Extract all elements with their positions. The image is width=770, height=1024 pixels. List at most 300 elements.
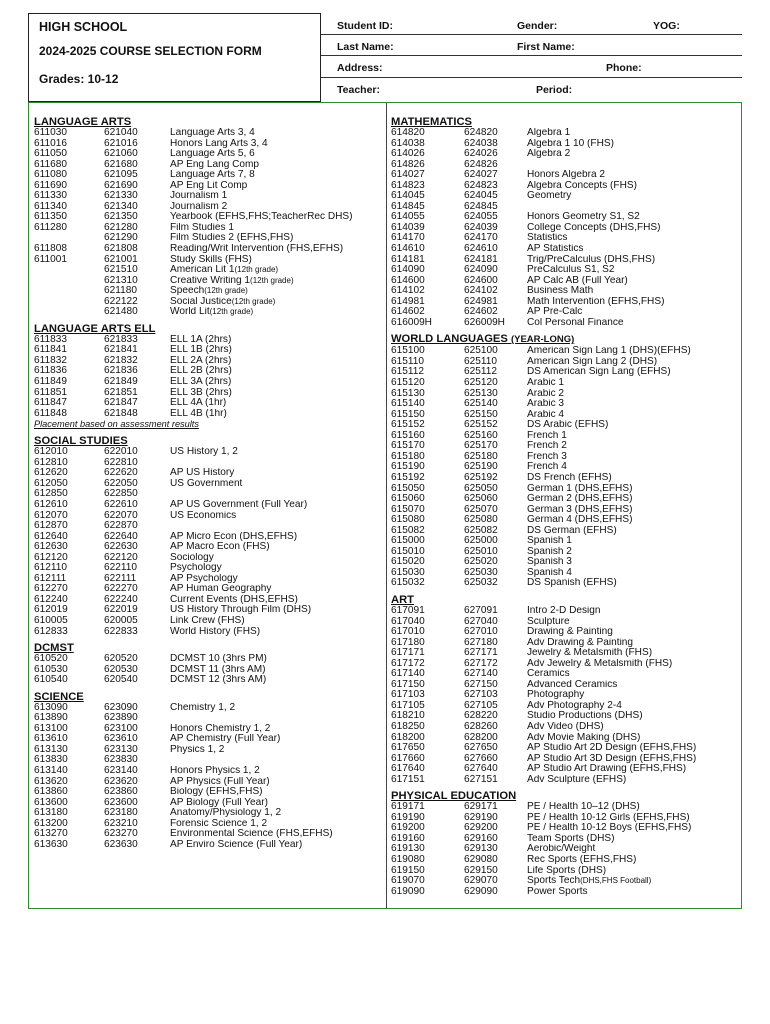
course-row [391, 855, 741, 866]
course-name: Intro 2-D Design [527, 605, 601, 616]
course-code-s1: 613630 [34, 838, 68, 850]
course-code-s1: 614090 [391, 264, 425, 276]
course-code-s2: 621290 [104, 232, 138, 244]
course-row [34, 574, 384, 585]
course-row [391, 484, 741, 495]
course-code-s2: 621001 [104, 253, 138, 265]
course-name [170, 521, 384, 532]
course-row [34, 160, 384, 171]
course-row [34, 563, 384, 574]
course-row [34, 297, 384, 308]
course-row [34, 286, 384, 297]
course-row [34, 553, 384, 564]
course-code-s1: 617040 [391, 615, 425, 627]
course-name: Trig/PreCalculus (DHS,FHS) [527, 254, 656, 265]
course-name: Team Sports (DHS) [527, 833, 615, 844]
course-row [34, 223, 384, 234]
course-row [391, 410, 741, 421]
course-row [34, 500, 384, 511]
course-name: AP Studio Art 3D Design (EFHS,FHS) [527, 753, 697, 764]
course-row [34, 829, 384, 840]
course-code-s2: 625030 [464, 566, 498, 578]
course-code-s1: 614039 [391, 221, 425, 233]
course-code-s1: 611847 [34, 397, 67, 409]
course-code-s2: 627010 [464, 626, 498, 638]
course-row [391, 420, 741, 431]
divider [321, 55, 742, 56]
course-code-s2: 624600 [464, 274, 498, 286]
course-code-s2: 623860 [104, 786, 138, 798]
period-label: Period: [536, 84, 573, 96]
course-code-s1: 615152 [391, 419, 425, 431]
course-name: Reading/Writ Intervention (FHS,EFHS) [170, 244, 344, 255]
course-code-s1: 614981 [391, 295, 425, 307]
course-row [34, 212, 384, 223]
course-name [170, 713, 384, 724]
course-code-s2: 623890 [104, 712, 138, 724]
course-name: Spanish 1 [527, 536, 572, 547]
course-name: German 2 (DHS,EFHS) [527, 494, 633, 505]
course-row [391, 191, 741, 202]
course-code-s1 [34, 276, 104, 287]
course-row [34, 819, 384, 830]
course-row [391, 722, 741, 733]
course-row [34, 181, 384, 192]
course-code-s2: 621849 [104, 376, 138, 388]
course-row [34, 511, 384, 522]
phone-label: Phone: [606, 62, 642, 74]
course-row [34, 724, 384, 735]
course-name: PE / Health 10-12 Girls (EFHS,FHS) [527, 812, 690, 823]
form-title: 2024-2025 COURSE SELECTION FORM [39, 44, 262, 58]
course-code-s1: 611690 [34, 179, 67, 191]
course-row [34, 798, 384, 809]
course-code-s1: 617140 [391, 668, 425, 680]
course-name: DS German (EFHS) [527, 525, 617, 536]
course-code-s1: 615140 [391, 398, 425, 410]
course-code-s2: 629070 [464, 875, 498, 887]
course-code-s2: 622610 [104, 498, 138, 510]
course-code-s2: 624602 [464, 306, 498, 318]
course-selection-form [28, 13, 742, 909]
course-code-s1: 616009H [391, 316, 432, 328]
section-title-dcmst [34, 642, 384, 654]
course-row [34, 665, 384, 676]
course-name: ELL 2A (2hrs) [170, 355, 232, 366]
course-code-s1: 611808 [34, 243, 67, 255]
course-name: Studio Productions (DHS) [527, 711, 643, 722]
course-name: AP Physics (Full Year) [170, 776, 270, 787]
course-name: Aerobic/Weight [527, 844, 596, 855]
course-name: AP Psychology [170, 573, 238, 584]
course-name: Geometry [527, 191, 572, 202]
course-name: Sports Tech [527, 876, 581, 887]
course-code-s2: 625152 [464, 419, 498, 431]
course-name [170, 458, 384, 469]
section-title-language-arts-ell [34, 323, 384, 335]
course-row [391, 802, 741, 813]
course-name: Advanced Ceramics [527, 679, 618, 690]
course-row [391, 638, 741, 649]
course-row [391, 452, 741, 463]
course-name: AP Chemistry (Full Year) [170, 734, 281, 745]
course-code-s1 [34, 307, 104, 318]
course-grade-note: (12th grade) [234, 265, 279, 275]
course-name: ELL 2B (2hrs) [170, 366, 232, 377]
course-code-s1: 611851 [34, 386, 67, 398]
course-code-s1: 618200 [391, 731, 425, 743]
course-code-s1: 617660 [391, 752, 425, 764]
course-name: Spanish 2 [527, 546, 572, 557]
course-code-s1: 617105 [391, 699, 425, 711]
course-code-s1: 610520 [34, 653, 68, 665]
course-code-s1: 612070 [34, 509, 68, 521]
section-title-language-arts [34, 116, 384, 128]
course-code-s1: 617091 [391, 604, 425, 616]
course-row [391, 255, 741, 266]
course-code-s2: 625000 [464, 535, 498, 547]
course-code-s1: 615060 [391, 493, 425, 505]
course-name: ELL 4B (1hr) [170, 408, 227, 419]
course-code-s2: 624039 [464, 221, 498, 233]
course-code-s1: 615190 [391, 461, 425, 473]
course-code-s1: 615160 [391, 429, 425, 441]
course-name: Math Intervention (EFHS,FHS) [527, 296, 665, 307]
course-row [34, 489, 384, 500]
course-row [391, 462, 741, 473]
course-row [34, 627, 384, 638]
course-name: Algebra Concepts (FHS) [527, 180, 637, 191]
course-name: College Concepts (DHS,FHS) [527, 222, 661, 233]
course-row [391, 823, 741, 834]
course-code-s1 [34, 265, 104, 276]
course-code-s1: 612850 [34, 488, 68, 500]
course-code-s1: 612620 [34, 467, 68, 479]
course-code-s2: 623100 [104, 722, 138, 734]
course-name: Ceramics [527, 669, 570, 680]
section-title-text: ART [391, 593, 414, 606]
course-code-s1: 615080 [391, 514, 425, 526]
placement-note: Placement based on assessment results [34, 419, 199, 430]
course-row [391, 775, 741, 786]
course-code-s1: 612120 [34, 551, 68, 563]
course-row [34, 255, 384, 266]
course-row [391, 357, 741, 368]
course-code-s1: 614026 [391, 148, 425, 160]
course-code-s2: 629190 [464, 811, 498, 823]
course-code-s2: 624045 [464, 190, 498, 202]
course-row [34, 595, 384, 606]
course-code-s2: 622270 [104, 583, 138, 595]
course-name: ELL 1B (2hrs) [170, 345, 232, 356]
course-row [34, 703, 384, 714]
course-name: ELL 3B (2hrs) [170, 387, 232, 398]
course-code-s2: 621040 [104, 127, 138, 138]
course-code-s2: 627180 [464, 636, 498, 648]
course-code-s2: 621095 [104, 169, 138, 181]
section-title-physical-education [391, 790, 741, 802]
course-row [34, 468, 384, 479]
course-code-s2: 624090 [464, 264, 498, 276]
course-code-s1: 613600 [34, 796, 68, 808]
course-name: Arabic 2 [527, 388, 565, 399]
course-code-s2: 621350 [104, 211, 138, 223]
course-name: AP US History [170, 468, 235, 479]
course-name: Film Studies 2 (EFHS,FHS) [170, 233, 294, 244]
course-code-s2: 624170 [464, 232, 498, 244]
course-row [34, 276, 384, 287]
course-code-s2: 625120 [464, 377, 498, 389]
course-row [391, 276, 741, 287]
course-code-s1: 613890 [34, 712, 68, 724]
course-code-s1: 611848 [34, 407, 67, 419]
course-name: Jewelry & Metalsmith (FHS) [527, 648, 653, 659]
course-code-s2: 623180 [104, 807, 138, 819]
course-code-s1: 614600 [391, 274, 425, 286]
course-name: Journalism 1 [170, 191, 228, 202]
course-name: German 4 (DHS,EFHS) [527, 515, 633, 526]
course-code-s1: 619150 [391, 864, 425, 876]
course-code-s1: 617151 [391, 773, 425, 785]
course-code-s2: 625060 [464, 493, 498, 505]
course-name: World Lit [170, 307, 210, 318]
course-row [391, 526, 741, 537]
course-row [391, 711, 741, 722]
course-code-s1: 611280 [34, 221, 67, 233]
course-code-s1: 611030 [34, 127, 67, 138]
course-row [391, 669, 741, 680]
course-code-s1: 612810 [34, 456, 68, 468]
course-row [34, 307, 384, 318]
course-code-s1: 612050 [34, 477, 68, 489]
course-code-s1: 617010 [391, 626, 425, 638]
course-code-s1: 615100 [391, 345, 425, 357]
course-row [34, 542, 384, 553]
course-code-s1: 614045 [391, 190, 425, 202]
course-code-s2: 621510 [104, 264, 138, 276]
course-name: Spanish 3 [527, 557, 572, 568]
course-name: US Government [170, 478, 243, 489]
course-code-s2: 625080 [464, 514, 498, 526]
course-code-s1: 612110 [34, 562, 67, 574]
course-name: Arabic 1 [527, 378, 565, 389]
course-name: Power Sports [527, 886, 588, 897]
course-code-s1: 612870 [34, 520, 68, 532]
course-code-s2: 621340 [104, 200, 138, 212]
course-code-s1: 619080 [391, 854, 425, 865]
course-name: Adv Photography 2-4 [527, 700, 622, 711]
course-name: PreCalculus S1, S2 [527, 265, 615, 276]
course-code-s2: 622010 [104, 446, 138, 458]
course-name: DS Arabic (EFHS) [527, 420, 609, 431]
course-code-s1: 614602 [391, 306, 425, 318]
course-code-s2: 624026 [464, 148, 498, 160]
course-name: DS American Sign Lang (EFHS) [527, 367, 671, 378]
course-row [391, 515, 741, 526]
course-name: Spanish 4 [527, 567, 572, 578]
section-title-text: LANGUAGE ARTS [34, 116, 132, 128]
course-row [391, 733, 741, 744]
course-code-s2: 622630 [104, 541, 138, 553]
section-title-social-studies [34, 435, 384, 447]
course-code-s2: 621310 [104, 274, 138, 286]
course-code-s1: 613830 [34, 754, 68, 766]
course-code-s1: 611350 [34, 211, 67, 223]
course-row [34, 139, 384, 150]
course-code-s2: 625170 [464, 440, 498, 452]
course-row [34, 409, 384, 420]
course-code-s2: 629200 [464, 822, 498, 834]
course-name: Honors Physics 1, 2 [170, 765, 260, 776]
yog-label: YOG: [653, 20, 680, 32]
course-row [34, 766, 384, 777]
course-code-s1: 614055 [391, 211, 425, 223]
course-code-s2: 621851 [104, 386, 138, 398]
course-row [34, 244, 384, 255]
course-code-s2: 625082 [464, 524, 498, 536]
course-code-s2: 625070 [464, 503, 498, 515]
course-code-s2: 624981 [464, 295, 498, 307]
course-name: Journalism 2 [170, 201, 228, 212]
course-name: Sculpture [527, 616, 570, 627]
course-row [34, 149, 384, 160]
teacher-label: Teacher: [337, 84, 380, 96]
last-name-label: Last Name: [337, 41, 394, 53]
course-code-s1: 619090 [391, 885, 425, 897]
course-row [391, 431, 741, 442]
section-title-world-languages [391, 333, 741, 346]
course-row [34, 356, 384, 367]
course-name: AP Eng Lang Comp [170, 159, 260, 170]
course-code-s1: 611330 [34, 190, 67, 202]
course-row [34, 616, 384, 627]
course-row [391, 690, 741, 701]
course-code-s2: 622120 [104, 551, 138, 563]
course-row [391, 494, 741, 505]
course-code-s1: 615030 [391, 566, 425, 578]
course-name: Honors Lang Arts 3, 4 [170, 138, 268, 149]
course-code-s1: 612111 [34, 572, 67, 584]
course-code-s2: 624102 [464, 285, 498, 297]
course-row [391, 441, 741, 452]
course-row [391, 346, 741, 357]
course-code-s2: 623140 [104, 764, 138, 776]
course-name: US History Through Film (DHS) [170, 605, 312, 616]
course-code-s2: 629090 [464, 885, 498, 897]
course-code-s1: 613860 [34, 786, 68, 798]
course-code-s2: 622810 [104, 456, 138, 468]
course-code-s2: 629150 [464, 864, 498, 876]
course-row [34, 447, 384, 458]
course-row [34, 755, 384, 766]
course-row [391, 149, 741, 160]
course-name: Drawing & Painting [527, 627, 613, 638]
course-code-s1: 617171 [391, 647, 425, 659]
section-title-science [34, 691, 384, 703]
course-code-s2: 624610 [464, 243, 498, 255]
course-code-s2: 625110 [464, 355, 497, 367]
course-code-s1: 614170 [391, 232, 425, 244]
course-code-s2: 621680 [104, 158, 138, 170]
column-divider [386, 103, 387, 908]
course-name: German 1 (DHS,EFHS) [527, 483, 633, 494]
course-name: Language Arts 5, 6 [170, 149, 255, 160]
course-name: Link Crew (FHS) [170, 615, 245, 626]
course-name [170, 755, 384, 766]
course-row [34, 128, 384, 139]
course-code-s2: 627103 [464, 689, 498, 701]
course-code-s1: 617103 [391, 689, 425, 701]
course-row [391, 297, 741, 308]
course-code-s2: 628260 [464, 720, 498, 732]
section-title-text: MATHEMATICS [391, 116, 472, 128]
course-name: DCMST 12 (3hrs AM) [170, 675, 267, 686]
address-label: Address: [337, 62, 383, 74]
course-code-s2: 625100 [464, 345, 498, 357]
course-code-s2: 627650 [464, 742, 498, 754]
course-code-s2: 623600 [104, 796, 138, 808]
course-code-s2: 624055 [464, 211, 498, 223]
course-code-s1: 614610 [391, 243, 425, 255]
course-row [34, 479, 384, 490]
course-name: American Sign Lang 2 (DHS) [527, 356, 658, 367]
course-name [527, 202, 741, 213]
course-row [391, 233, 741, 244]
course-row [391, 128, 741, 139]
course-code-s1: 611849 [34, 376, 67, 388]
course-code-s1: 619160 [391, 832, 425, 844]
course-row [391, 754, 741, 765]
course-code-s2: 621848 [104, 407, 138, 419]
course-row [391, 547, 741, 558]
student-id-label: Student ID: [337, 20, 393, 32]
course-code-s2: 625190 [464, 461, 498, 473]
course-code-s2: 621808 [104, 243, 138, 255]
course-name: American Lit 1 [170, 265, 235, 276]
course-code-s2: 625112 [464, 366, 497, 378]
section-title-text: SCIENCE [34, 690, 84, 703]
course-name: Photography [527, 690, 585, 701]
course-name: Life Sports (DHS) [527, 865, 607, 876]
course-code-s2: 629160 [464, 832, 498, 844]
course-code-s2: 624038 [464, 137, 498, 149]
course-code-s1: 613140 [34, 764, 68, 776]
course-code-s1: 615010 [391, 545, 425, 557]
course-name: Arabic 3 [527, 399, 565, 410]
course-name: Adv Sculpture (EFHS) [527, 774, 627, 785]
course-code-s2: 625160 [464, 429, 498, 441]
course-code-s2: 623830 [104, 754, 138, 766]
course-row [391, 627, 741, 638]
course-code-s1: 613620 [34, 775, 68, 787]
course-row [391, 139, 741, 150]
course-row [391, 212, 741, 223]
course-row [34, 170, 384, 181]
course-code-s1: 611050 [34, 148, 67, 160]
course-name: US History 1, 2 [170, 447, 238, 458]
course-code-s2: 627151 [464, 773, 498, 785]
course-code-s1: 614845 [391, 200, 425, 212]
course-row [34, 265, 384, 276]
section-title-text: LANGUAGE ARTS ELL [34, 322, 156, 335]
course-row [391, 223, 741, 234]
course-row [391, 743, 741, 754]
course-row [391, 399, 741, 410]
course-code-s2: 622850 [104, 488, 138, 500]
course-name: German 3 (DHS,EFHS) [527, 504, 633, 515]
course-grade-note: (12th grade) [231, 296, 276, 306]
course-code-s2: 622620 [104, 467, 138, 479]
